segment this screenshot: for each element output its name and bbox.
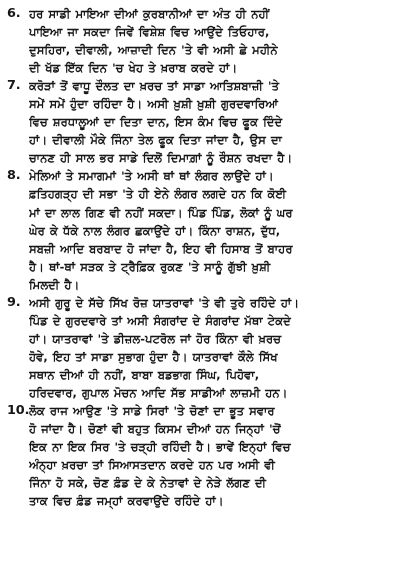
- text-line: ਜਿੰਨਾ ਹੋ ਸਕੇ, ਚੋਣ ਫ਼ੰਡ ਦੇ ਕੇ ਨੇਤਾਵਾਂ ਦੇ ਨੇੜੇ ਲੱਗਣ ਦੀ: [29, 476, 267, 491]
- text-line: ਅਸੀ ਗੁਰੂ ਦੇ ਸੱਚੇ ਸਿੱਖ ਰੋਜ਼ ਯਾਤਰਾਵਾਂ 'ਤੇ ਵੀ ਤੁਰੇ ਰਹਿੰਦੇ ਹਾਂ।: [29, 295, 300, 310]
- text-line: ਲੋਕ ਰਾਜ ਆਉਣ 'ਤੇ ਸਾਡੇ ਸਿਰਾਂ 'ਤੇ ਚੋਣਾਂ ਦਾ ਭੂਤ ਸਵਾਰ: [29, 404, 275, 419]
- text-line: ਅੰਨ੍ਹਾ ਖ਼ਰਚਾ ਤਾਂ ਸਿਆਸਤਦਾਨ ਕਰਦੇ ਹਨ ਪਰ ਅਸੀ ਵੀ: [29, 458, 276, 473]
- list-item-10: [7, 402, 410, 510]
- text-line: ਸਬਜ਼ੀ ਆਦਿ ਬਰਬਾਦ ਹੋ ਜਾਂਦਾ ਹੈ, ਇਹ ਵੀ ਹਿਸਾਬ ਤੋਂ ਬਾਹਰ: [29, 241, 293, 256]
- text-line: ਫ਼ਤਿਹਗੜ੍ਹ ਦੀ ਸਭਾ 'ਤੇ ਹੀ ਏਨੇ ਲੰਗਰ ਲਗਦੇ ਹਨ ਕਿ ਕੋਈ: [29, 187, 287, 202]
- text-line: ਮੇਲਿਆਂ ਤੇ ਸਮਾਗਮਾਂ 'ਤੇ ਅਸੀ ਥਾਂ ਥਾਂ ਲੰਗਰ ਲਾਉਂਦੇ ਹਾਂ।: [29, 169, 274, 184]
- text-line: ਪਿੰਡ ਦੇ ਗੁਰਦਵਾਰੇ ਤਾਂ ਅਸੀ ਸੰਗਰਾਂਦ ਦੇ ਸੰਗਰਾਂਦ ਮੱਥਾ ਟੇਕਦੇ: [29, 313, 291, 328]
- text-line: ਹੈ। ਥਾਂ-ਥਾਂ ਸੜਕ ਤੇ ਟ੍ਰੈਫ਼ਿਕ ਰੁਕਣ 'ਤੇ ਸਾਨੂੰ ਗੁੱਝੀ ਖ਼ੁਸ਼ੀ: [29, 259, 271, 274]
- list-item-7: [7, 77, 410, 167]
- text-line: ਪਾਇਆ ਜਾ ਸਕਦਾ ਜਿਵੇਂ ਵਿਸ਼ੇਸ਼ ਵਿਚ ਆਉਂਦੇ ਤਿਓਹਾਰ,: [29, 25, 270, 40]
- text-line: ਮਿਲਦੀ ਹੈ।: [29, 277, 80, 292]
- text-line: ਮਾਂ ਦਾ ਲਾਲ ਗਿਣ ਵੀ ਨਹੀਂ ਸਕਦਾ। ਪਿੰਡ ਪਿੰਡ, ਲੋਕਾਂ ਨੂੰ ਘਰ: [29, 205, 293, 220]
- text-line: ਘੇਰ ਕੇ ਧੱਕੇ ਨਾਲ ਲੰਗਰ ਛਕਾਉਂਦੇ ਹਾਂ। ਕਿੰਨਾ ਰਾਸ਼ਨ, ਦੁੱਧ,: [29, 223, 281, 238]
- text-line: ਤਾਕ ਵਿਚ ਫ਼ੰਡ ਜਮ੍ਹਾਂ ਕਰਵਾਉਂਦੇ ਰਹਿੰਦੇ ਹਾਂ।: [29, 494, 224, 509]
- text-line: ਸਮੇਂ ਸਮੇਂ ਹੁੰਦਾ ਰਹਿੰਦਾ ਹੈ। ਅਸੀ ਖ਼ੁਸ਼ੀ ਖ਼ੁਸ਼ੀ ਗੁਰਦਵਾਰਿਆਂ: [29, 97, 278, 112]
- text-line: ਚਾਨਣ ਹੀ ਸਾਲ ਭਰ ਸਾਡੇ ਦਿਲੋਂ ਦਿਮਾਗ਼ਾਂ ਨੂੰ ਰੌਸ਼ਨ ਰਖਦਾ ਹੈ।: [29, 151, 293, 166]
- text-line: ਹਾਂ। ਯਾਤਰਾਵਾਂ 'ਤੇ ਡੀਜ਼ਲ-ਪਟਰੋਲ ਜਾਂ ਹੋਰ ਕਿੰਨਾ ਵੀ ਖ਼ਰਚ: [29, 331, 282, 346]
- list-item-6: [7, 5, 410, 77]
- item-number: 7.: [7, 78, 21, 94]
- text-line: ਕਰੋੜਾਂ ਤੋਂ ਵਾਧੂ ਦੌਲਤ ਦਾ ਖ਼ਰਚ ਤਾਂ ਸਾਡਾ ਆਤਿਸ਼ਬਾਜ਼ੀ 'ਤੇ: [29, 79, 280, 94]
- item-text: [29, 167, 410, 293]
- text-line: ਦੁਸਹਿਰਾ, ਦੀਵਾਲੀ, ਆਜ਼ਾਦੀ ਦਿਨ 'ਤੇ ਵੀ ਅਸੀ ਛੇ ਮਹੀਨੇ: [29, 43, 278, 58]
- numbered-list: [7, 5, 410, 510]
- text-line: ਸਥਾਨ ਦੀਆਂ ਹੀ ਨਹੀਂ, ਬਾਬਾ ਬਡਭਾਗ ਸਿੰਘ, ਪਿਹੋਵਾ,: [29, 367, 260, 382]
- text-line: ਵਿਚ ਸ਼ਰਧਾਲੂਆਂ ਦਾ ਦਿਤਾ ਦਾਨ, ਇਸ ਕੰਮ ਵਿਚ ਫੂਕ ਦਿੰਦੇ: [29, 115, 283, 130]
- page-bottom-edge: [0, 579, 415, 587]
- list-item-8: [7, 167, 410, 293]
- list-item-9: [7, 294, 410, 402]
- item-number: 8.: [7, 168, 21, 184]
- item-text: [29, 77, 410, 167]
- text-line: ਹੋਵੇ, ਇਹ ਤਾਂ ਸਾਡਾ ਸੁਭਾਗ ਹੁੰਦਾ ਹੈ। ਯਾਤਰਾਵਾਂ ਕੌਲੇ ਸਿੱਖ: [29, 349, 278, 364]
- item-number: 10.: [7, 403, 30, 419]
- text-line: ਹਰਿਦਵਾਰ, ਗੁਪਾਲ ਮੋਚਨ ਆਦਿ ਸੱਭ ਸਾਡੀਆਂ ਲਾਜ਼ਮੀ ਹਨ।: [29, 385, 288, 400]
- item-text: [29, 294, 410, 402]
- text-line: ਹਰ ਸਾਡੀ ਮਾਇਆ ਦੀਆਂ ਕੁਰਬਾਨੀਆਂ ਦਾ ਅੰਤ ਹੀ ਨਹੀਂ: [29, 7, 270, 21]
- item-number: 6.: [7, 6, 21, 21]
- text-line: ਹਾਂ। ਦੀਵਾਲੀ ਮੌਕੇ ਜਿੰਨਾ ਤੇਲ ਫੂਕ ਦਿਤਾ ਜਾਂਦਾ ਹੈ, ਉਸ ਦਾ: [29, 133, 282, 148]
- item-number: 9.: [7, 294, 21, 310]
- item-text: [29, 402, 410, 510]
- text-line: ਦੀ ਖੱਡ ਇੱਕ ਦਿਨ 'ਚ ਖੇਹ ਤੇ ਖ਼ਰਾਬ ਕਰਦੇ ਹਾਂ।: [29, 61, 238, 76]
- text-line: ਇਕ ਨਾ ਇਕ ਸਿਰ 'ਤੇ ਚੜ੍ਹੀ ਰਹਿੰਦੀ ਹੈ। ਭਾਵੇਂ ਇਨ੍ਹਾਂ ਵਿਚ: [29, 440, 291, 455]
- text-line: ਹੋ ਜਾਂਦਾ ਹੈ। ਚੋਣਾਂ ਵੀ ਬਹੁਤ ਕਿਸਮ ਦੀਆਂ ਹਨ ਜਿਨ੍ਹਾਂ 'ਚੋਂ: [29, 422, 281, 437]
- item-text: [29, 5, 410, 77]
